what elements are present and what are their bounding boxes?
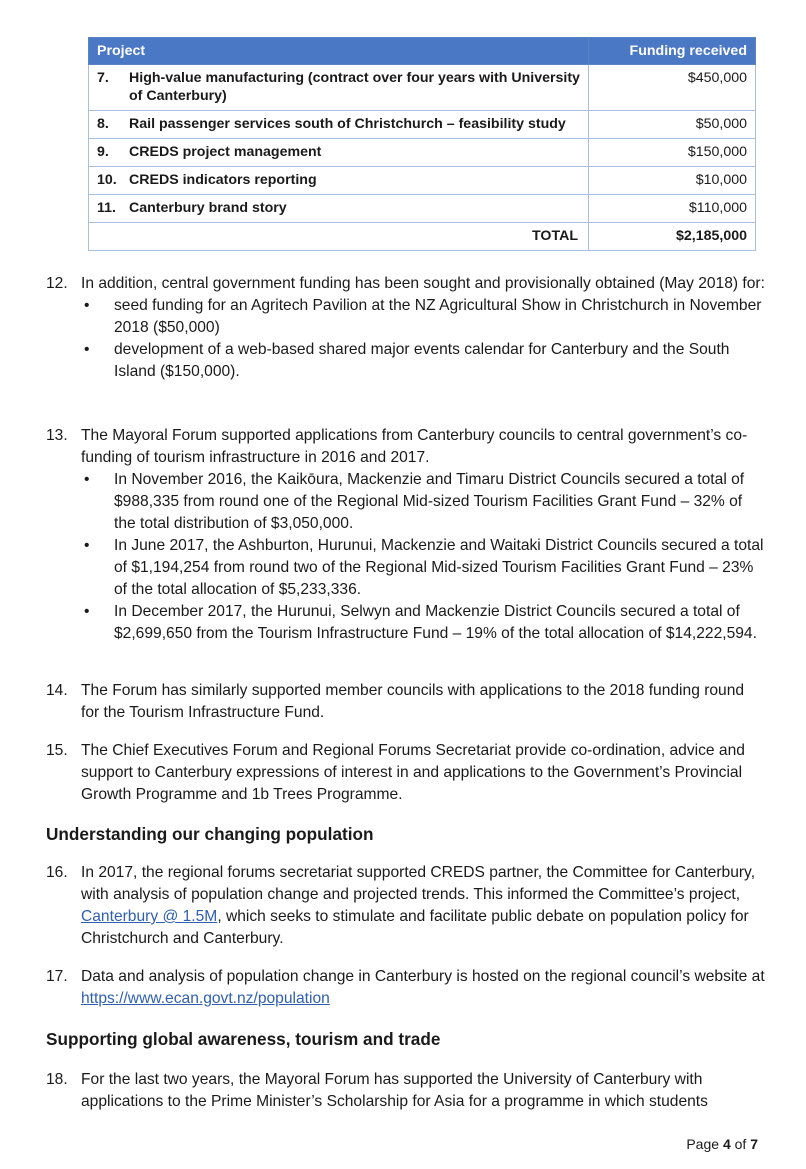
row-amount: $150,000 bbox=[589, 139, 756, 167]
row-number: 9. bbox=[97, 144, 109, 160]
bullet-icon: • bbox=[84, 471, 90, 488]
list-item: • In June 2017, the Ashburton, Hurunui, Mackenzie and Waitaki District Councils secured a total of $1,194,254 from round two of the Regional Mid-sized Tourism Facilities Grant Fund – 23% of the total allocation of $5,233,336. bbox=[84, 537, 764, 598]
paragraph-number: 14. bbox=[46, 682, 68, 699]
total-value: $2,185,000 bbox=[589, 223, 756, 251]
row-amount: $10,000 bbox=[589, 167, 756, 195]
row-amount: $50,000 bbox=[589, 111, 756, 139]
bullet-list bbox=[46, 469, 766, 645]
section-heading-population: Understanding our changing population bbox=[46, 824, 374, 844]
header-funding: Funding received bbox=[589, 38, 756, 65]
current-page: 4 bbox=[722, 1136, 731, 1152]
table-row bbox=[89, 195, 756, 223]
table-row bbox=[89, 139, 756, 167]
bullet-icon: • bbox=[84, 297, 90, 314]
paragraph-text: The Mayoral Forum supported applications from Canterbury councils to central government’s co-funding of tourism infrastructure in 2016 and 2017. bbox=[81, 427, 748, 466]
row-project: CREDS indicators reporting bbox=[129, 172, 317, 188]
row-number: 11. bbox=[97, 200, 116, 216]
paragraph-16 bbox=[46, 862, 766, 950]
paragraph-14 bbox=[46, 680, 766, 724]
header-project: Project bbox=[89, 38, 589, 65]
paragraph-18 bbox=[46, 1069, 766, 1113]
section-heading-global: Supporting global awareness, tourism and trade bbox=[46, 1029, 441, 1049]
row-number: 8. bbox=[97, 116, 109, 132]
paragraph-text: The Chief Executives Forum and Regional Forums Secretariat provide co-ordination, advice and support to Canterbury expressions of interest in and applications to the Government’s Provincial Growth Programme and 1b Trees Programme. bbox=[81, 742, 745, 803]
paragraph-text: The Forum has similarly supported member councils with applications to the 2018 funding round for the Tourism Infrastructure Fund. bbox=[81, 682, 745, 721]
row-amount: $110,000 bbox=[589, 195, 756, 223]
paragraph-number: 17. bbox=[46, 968, 68, 985]
total-pages: 7 bbox=[750, 1136, 758, 1152]
total-label: TOTAL bbox=[89, 223, 589, 251]
bullet-icon: • bbox=[84, 341, 90, 358]
paragraph-text: In 2017, the regional forums secretariat supported CREDS partner, the Committee for Canterbury, with analysis of population change and projected trends. This informed the Committee’s project, Canterbury @ 1.5M, which seeks to stimulate and facilitate public debate on population policy for Christchurch and Canterbury. bbox=[81, 864, 756, 947]
canterbury-link[interactable]: Canterbury @ 1.5M bbox=[81, 908, 218, 925]
paragraph-12 bbox=[46, 273, 766, 383]
row-project: Rail passenger services south of Christchurch – feasibility study bbox=[129, 116, 566, 132]
paragraph-number: 13. bbox=[46, 427, 68, 444]
row-project: CREDS project management bbox=[129, 144, 322, 160]
funding-table bbox=[88, 37, 756, 251]
paragraph-number: 12. bbox=[46, 275, 68, 292]
bullet-list bbox=[46, 295, 766, 383]
paragraph-number: 15. bbox=[46, 742, 68, 759]
paragraph-15 bbox=[46, 740, 766, 806]
table-row bbox=[89, 111, 756, 139]
list-item: • seed funding for an Agritech Pavilion at the NZ Agricultural Show in Christchurch in November 2018 ($50,000) bbox=[84, 297, 762, 336]
paragraph-text: Data and analysis of population change in Canterbury is hosted on the regional council’s website at https://www.ecan.govt.nz/population bbox=[81, 968, 765, 1007]
row-project: Canterbury brand story bbox=[129, 200, 287, 216]
table-row bbox=[89, 65, 756, 111]
table-header-row bbox=[89, 38, 756, 65]
table-total-row bbox=[89, 223, 756, 251]
row-number: 7. bbox=[97, 70, 109, 86]
row-number: 10. bbox=[97, 172, 117, 188]
paragraph-13 bbox=[46, 425, 766, 645]
ecan-population-link[interactable]: https://www.ecan.govt.nz/population bbox=[81, 990, 330, 1007]
page-footer: Page 4 of 7 bbox=[686, 1136, 758, 1152]
list-item: • development of a web-based shared major events calendar for Canterbury and the South Island ($150,000). bbox=[84, 341, 730, 380]
paragraph-text: In addition, central government funding has been sought and provisionally obtained (May 2018) for: bbox=[81, 275, 765, 292]
paragraph-number: 16. bbox=[46, 864, 68, 881]
row-project: High-value manufacturing (contract over four years with University of Canterbury) bbox=[129, 70, 580, 104]
row-amount: $450,000 bbox=[589, 65, 756, 111]
paragraph-number: 18. bbox=[46, 1071, 68, 1088]
list-item: • In November 2016, the Kaikōura, Mackenzie and Timaru District Councils secured a total of $988,335 from round one of the Regional Mid-sized Tourism Facilities Grant Fund – 32% of the total distribution of $3,050,000. bbox=[84, 471, 745, 532]
paragraph-17 bbox=[46, 966, 766, 1010]
bullet-icon: • bbox=[84, 537, 90, 554]
list-item: • In December 2017, the Hurunui, Selwyn and Mackenzie District Councils secured a total of $2,699,650 from the Tourism Infrastructure Fund – 19% of the total allocation of $14,222,594. bbox=[84, 603, 757, 642]
paragraph-text: For the last two years, the Mayoral Forum has supported the University of Canterbury with applications to the Prime Minister’s Scholarship for Asia for a programme in which students bbox=[81, 1071, 708, 1110]
table-row bbox=[89, 167, 756, 195]
bullet-icon: • bbox=[84, 603, 90, 620]
